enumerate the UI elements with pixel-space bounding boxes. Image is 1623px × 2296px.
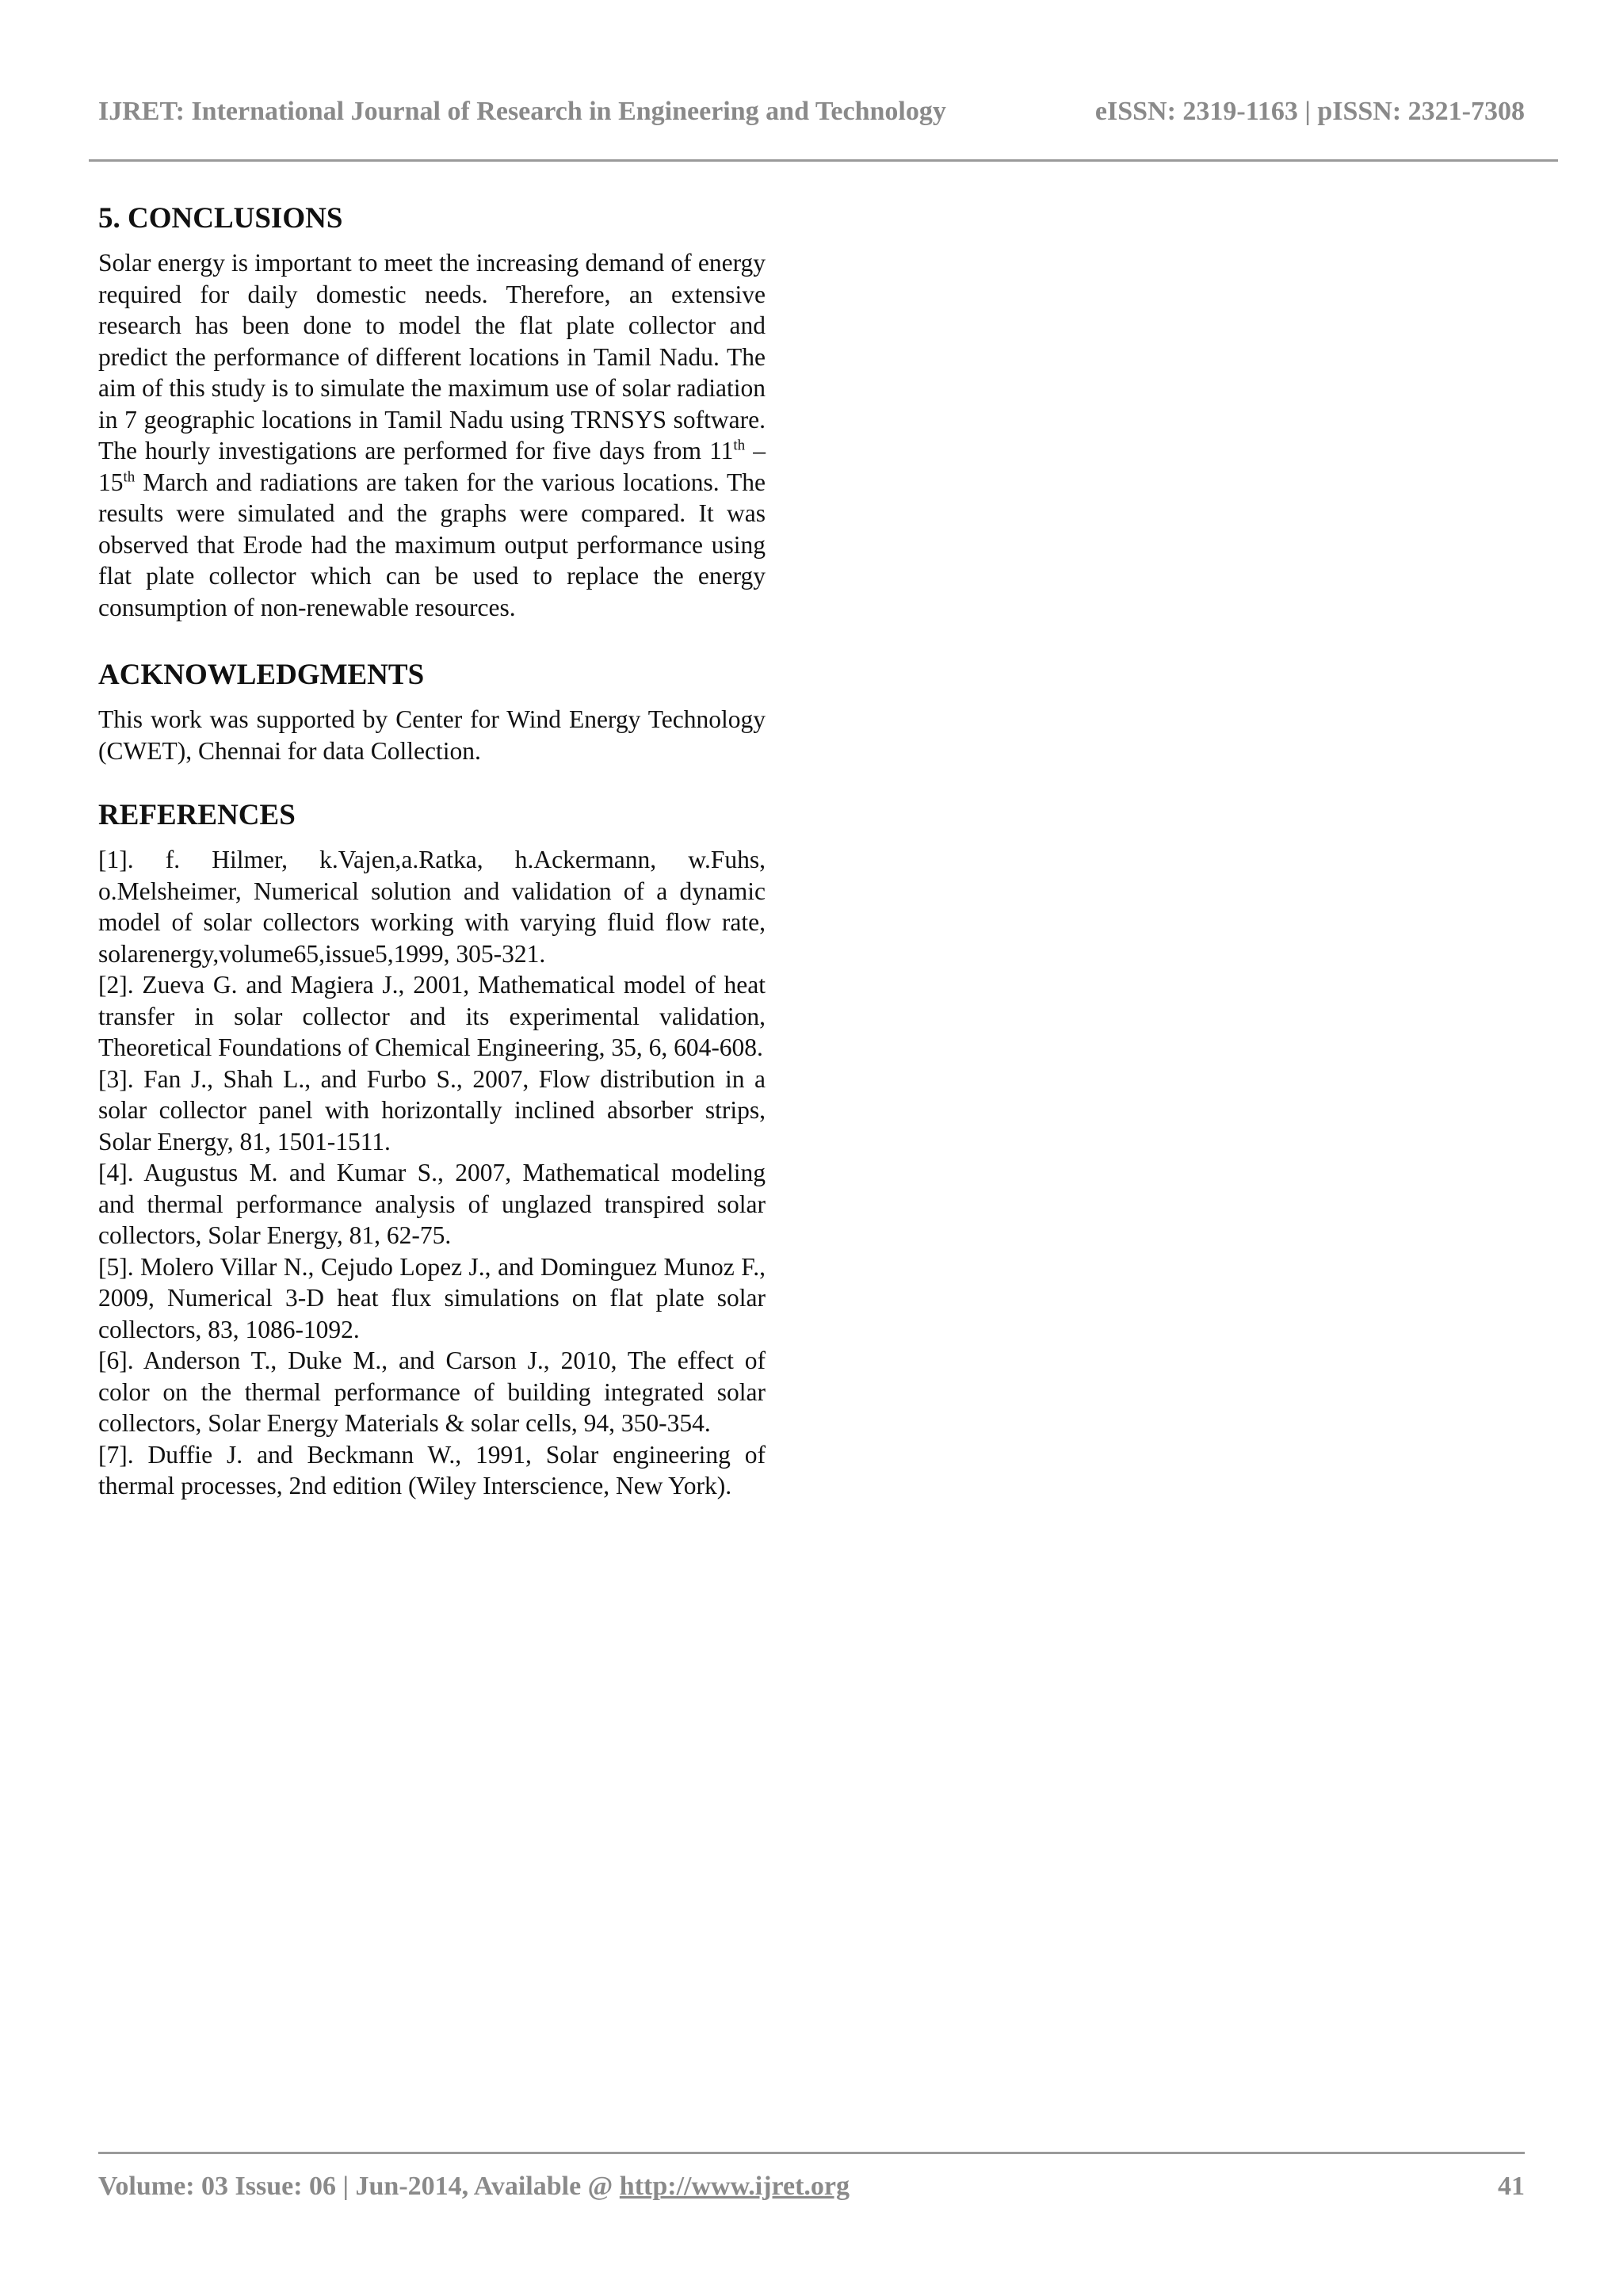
- journal-link[interactable]: http://www.ijret.org: [619, 2172, 850, 2201]
- reference-item-3: [3]. Fan J., Shah L., and Furbo S., 2007, Flow distribution in a solar collector panel with horizontally inclined absorber strips, Solar Energy, 81, 1501-1511.: [98, 1064, 766, 1156]
- conclusions-text-part1: Solar energy is important to meet the increasing demand of energy required for daily domestic needs. Therefore, an extensive research has been done to model the flat plate collector and predict the performance of different locations in Tamil Nadu. The aim of this study is to simulate the maximum use of solar radiation in 7 geographic locations in Tamil Nadu using TRNSYS software. The hourly investigations are performed for five days from 11: [98, 249, 766, 464]
- reference-item-5: [5]. Molero Villar N., Cejudo Lopez J., and Dominguez Munoz F., 2009, Numerical 3-D heat flux simulations on flat plate solar collectors, 83, 1086-1092.: [98, 1252, 766, 1343]
- conclusions-text-part2: – 15: [98, 437, 766, 496]
- reference-item-7: [7]. Duffie J. and Beckmann W., 1991, Solar engineering of thermal processes, 2nd edition (Wiley Interscience, New York).: [98, 1440, 766, 1499]
- conclusions-text-part3: March and radiations are taken for the various locations. The results were simulated and the graphs were compared. It was observed that Erode had the maximum output performance using flat plate collector which can be used to replace the energy consumption of non-renewable resources.: [98, 468, 766, 621]
- superscript-th-1: th: [733, 437, 746, 454]
- volume-text: Volume: 03 Issue: 06 | Jun-2014, Available @: [98, 2172, 620, 2201]
- acknowledgments-heading: ACKNOWLEDGMENTS: [98, 659, 425, 691]
- left-column: [98, 200, 766, 1502]
- conclusions-heading: 5. CONCLUSIONS: [98, 202, 343, 235]
- footer-divider: [98, 2152, 1525, 2154]
- reference-item-6: [6]. Anderson T., Duke M., and Carson J., 2010, The effect of color on the thermal performance of building integrated solar collectors, Solar Energy Materials & solar cells, 94, 350-354.: [98, 1347, 766, 1437]
- volume-info: [98, 2172, 850, 2202]
- superscript-th-2: th: [123, 468, 136, 485]
- reference-item-1: [1]. f. Hilmer, k.Vajen,a.Ratka, h.Ackermann, w.Fuhs, o.Melsheimer, Numerical solution and validation of a dynamic model of solar collectors working with varying fluid flow rate, solarenergy,volume65,issue5,1999, 305-321.: [98, 846, 766, 968]
- spacer: [98, 766, 766, 797]
- reference-item-2: [2]. Zueva G. and Magiera J., 2001, Mathematical model of heat transfer in solar collector and its experimental validation, Theoretical Foundations of Chemical Engineering, 35, 6, 604-608.: [98, 971, 766, 1061]
- journal-name: IJRET: International Journal of Research in Engineering and Technology: [98, 97, 946, 126]
- spacer: [98, 623, 766, 656]
- running-footer: [98, 2172, 1525, 2206]
- running-header: [98, 97, 1525, 132]
- acknowledgments-paragraph: This work was supported by Center for Wind Energy Technology (CWET), Chennai for data Collection.: [98, 705, 766, 765]
- issn-info: eISSN: 2319-1163 | pISSN: 2321-7308: [1094, 97, 1525, 126]
- conclusions-paragraph: [98, 247, 766, 623]
- references-heading: REFERENCES: [98, 799, 296, 831]
- reference-item-4: [4]. Augustus M. and Kumar S., 2007, Mathematical modeling and thermal performance analysis of unglazed transpired solar collectors, Solar Energy, 81, 62-75.: [98, 1159, 766, 1249]
- page-number: 41: [1498, 2172, 1525, 2201]
- header-divider: [89, 159, 1558, 162]
